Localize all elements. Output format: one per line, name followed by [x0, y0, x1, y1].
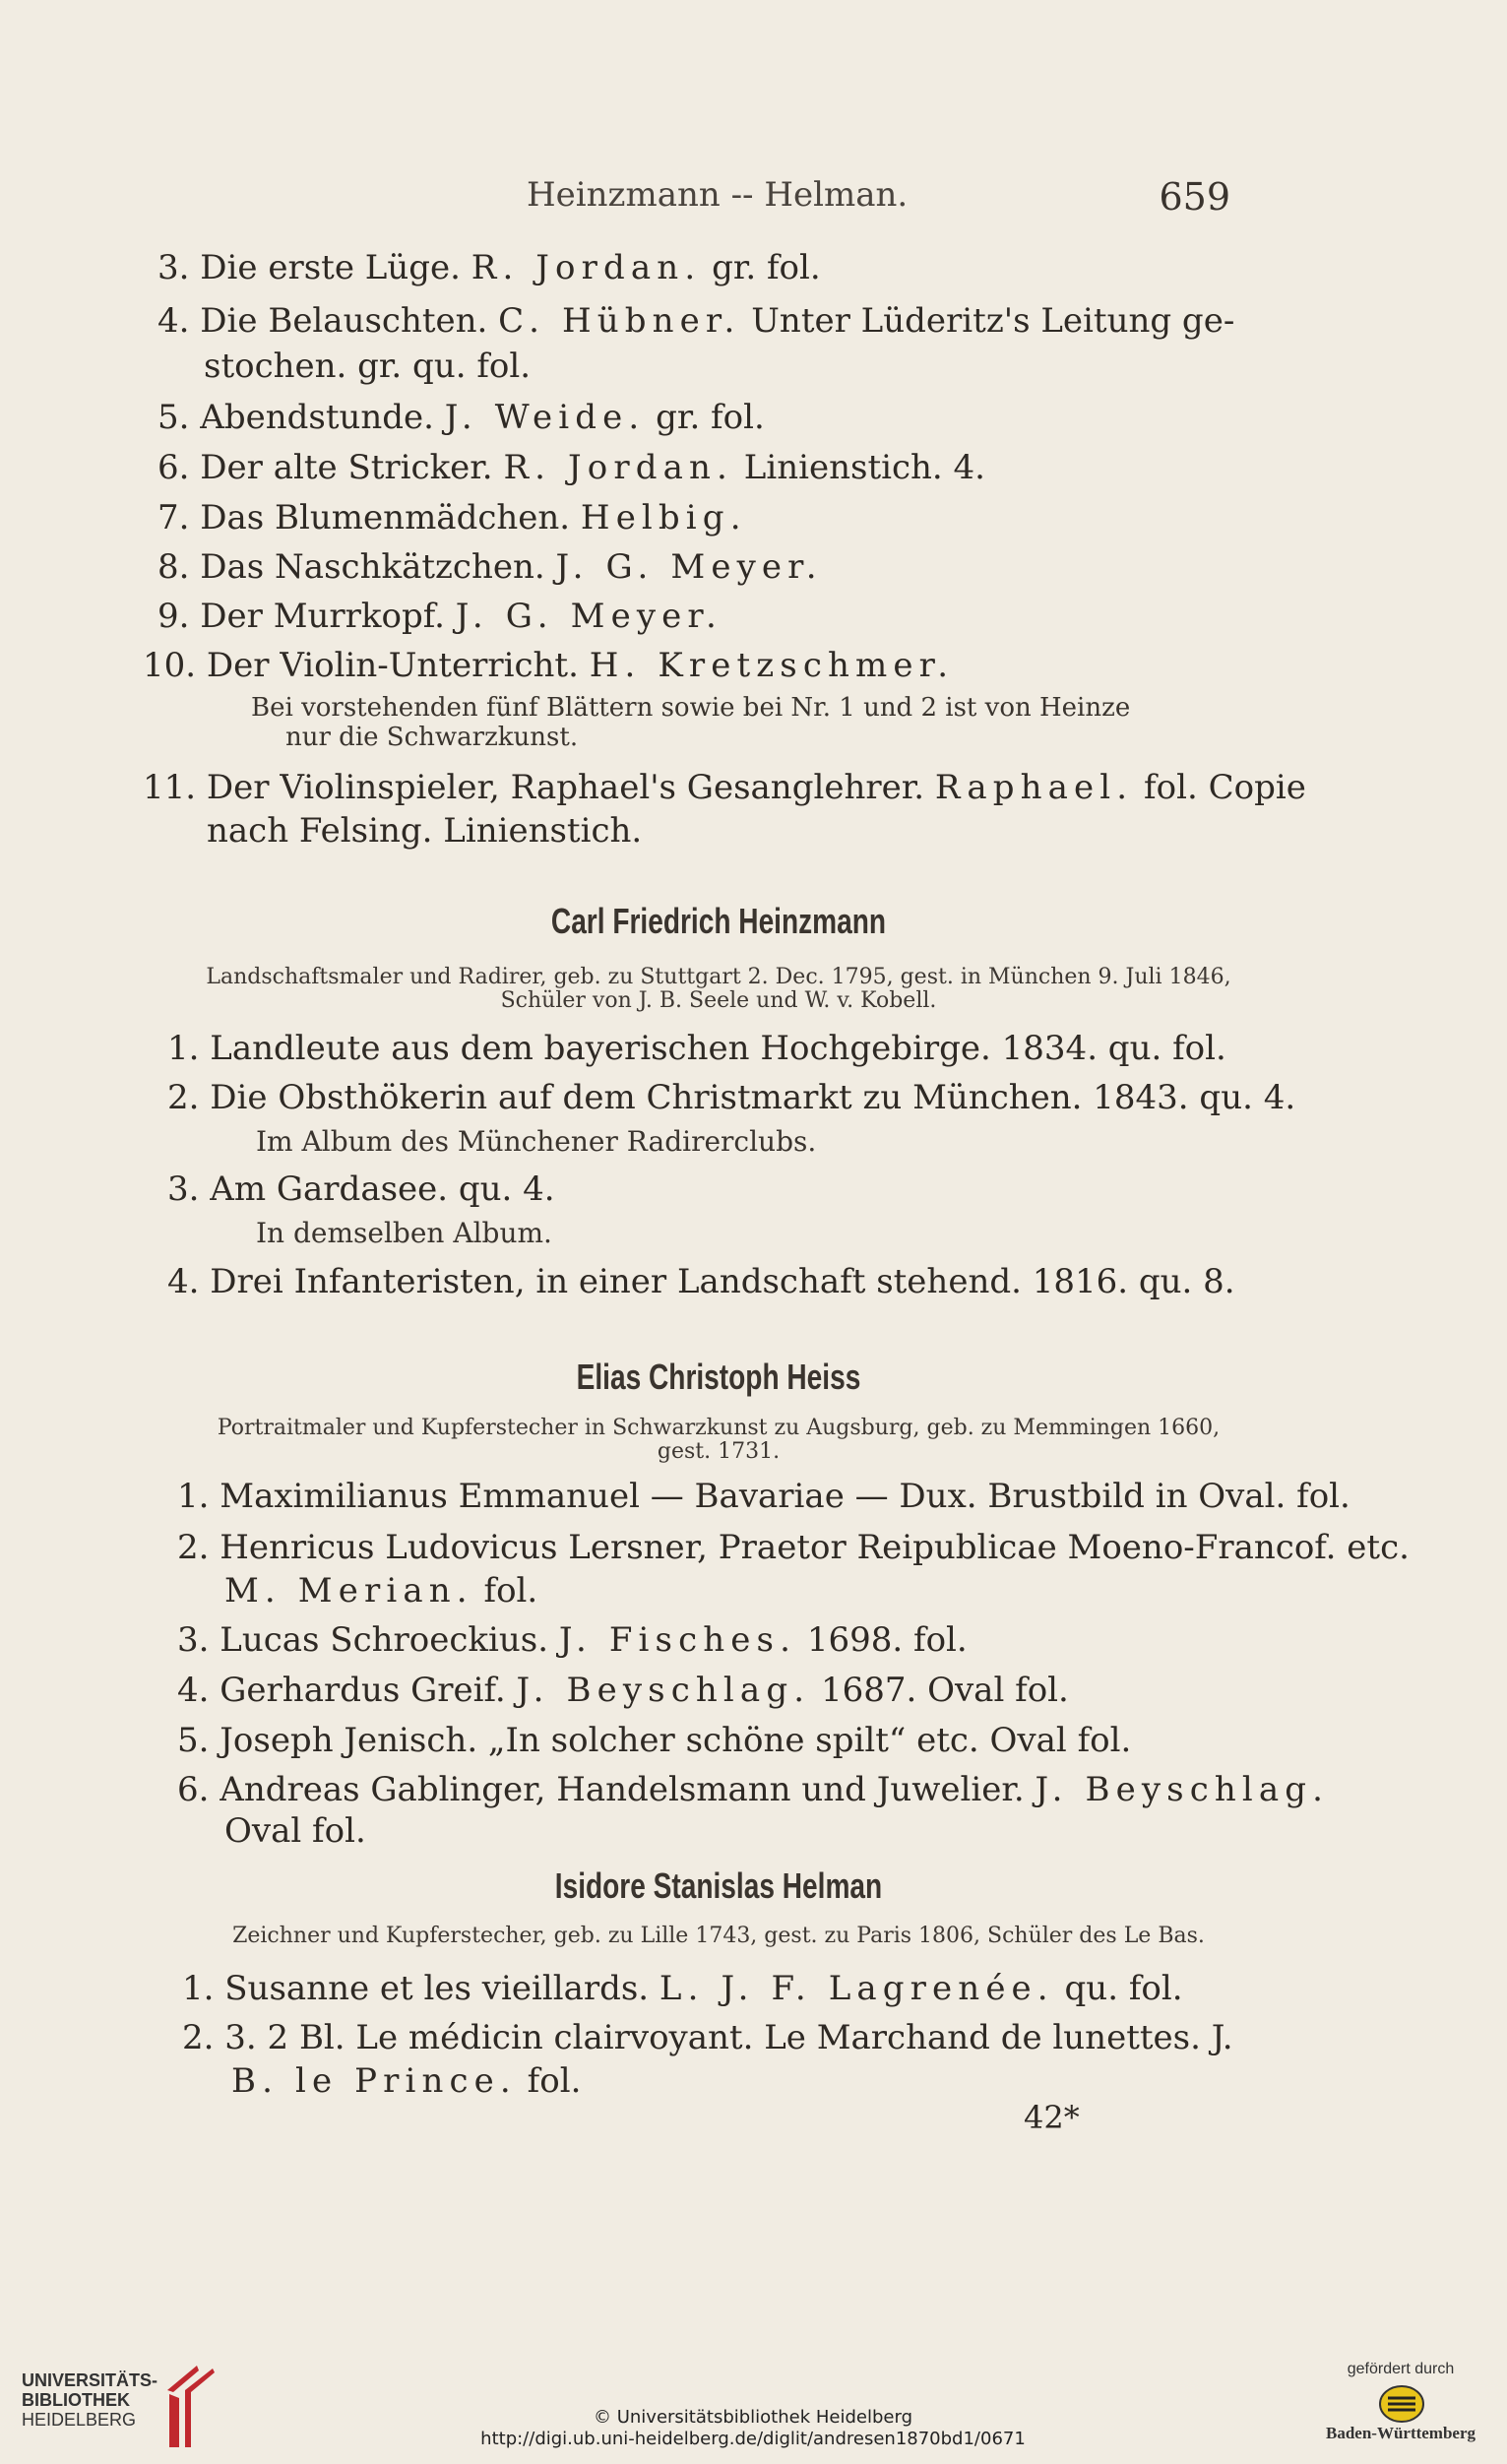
list-item: 3. Die erste Lüge. R. Jordan. gr. fol.	[157, 248, 821, 287]
artist-heading: Carl Friedrich Heinzmann	[550, 901, 887, 941]
list-item: 9. Der Murrkopf. J. G. Meyer.	[157, 597, 722, 636]
footer-center	[443, 2407, 1063, 2450]
note: In demselben Album.	[256, 1217, 552, 1249]
signature-mark: 42*	[1024, 2099, 1080, 2136]
library-logo: UNIVERSITÄTS- BIBLIOTHEK HEIDELBERG	[22, 2370, 219, 2449]
list-item: 5. Abendstunde. J. Weide. gr. fol.	[157, 398, 765, 437]
list-item: 11. Der Violinspieler, Raphael's Gesanglehrer. Raphael. fol. Copie	[143, 768, 1306, 807]
list-item: 4. Drei Infanteristen, in einer Landschaft stehend. 1816. qu. 8.	[167, 1262, 1235, 1301]
list-item: 6. Der alte Stricker. R. Jordan. Linienstich. 4.	[157, 448, 985, 487]
list-item: 8. Das Naschkätzchen. J. G. Meyer.	[157, 547, 823, 587]
list-item: 6. Andreas Gablinger, Handelsmann und Juwelier. J. Beyschlag.	[177, 1770, 1330, 1809]
coat-of-arms-icon	[1378, 2384, 1425, 2424]
list-item: 10. Der Violin-Unterricht. H. Kretzschmer.	[143, 646, 955, 685]
artist-bio: Zeichner und Kupferstecher, geb. zu Lille 1743, gest. zu Paris 1806, Schüler des Le Bas.	[232, 1924, 1205, 1948]
list-item: 4. Gerhardus Greif. J. Beyschlag. 1687. Oval fol.	[177, 1671, 1069, 1710]
copyright-text: © Universitätsbibliothek Heidelberg	[593, 2407, 912, 2428]
library-emblem-icon	[157, 2361, 226, 2449]
list-item-continuation: nach Felsing. Linienstich.	[207, 811, 643, 851]
artist-bio: Schüler von J. B. Seele und W. v. Kobell.	[500, 988, 937, 1013]
list-item-continuation: B. le Prince. fol.	[231, 2061, 582, 2101]
running-header	[157, 175, 1240, 234]
list-item-continuation: Oval fol.	[224, 1811, 366, 1851]
sponsor-logo: gefördert durch Baden-Württemberg	[1325, 2361, 1476, 2442]
list-item-continuation: stochen. gr. qu. fol.	[204, 347, 532, 386]
artist-bio: Portraitmaler und Kupferstecher in Schwarzkunst zu Augsburg, geb. zu Memmingen 1660,	[217, 1416, 1221, 1440]
note: nur die Schwarzkunst.	[285, 723, 579, 752]
list-item: 7. Das Blumenmädchen. Helbig.	[157, 498, 747, 537]
list-item: 3. Am Gardasee. qu. 4.	[167, 1169, 555, 1209]
list-item: 1. Susanne et les vieillards. L. J. F. Lagrenée. qu. fol.	[182, 1969, 1183, 2008]
note: Im Album des Münchener Radirerclubs.	[256, 1125, 817, 1158]
source-url[interactable]: http://digi.ub.uni-heidelberg.de/diglit/andresen1870bd1/0671	[480, 2429, 1026, 2449]
list-item: 2. Henricus Ludovicus Lersner, Praetor Reipublicae Moeno-Francof. etc.	[177, 1528, 1410, 1567]
running-title: Heinzmann -- Helman.	[527, 175, 909, 215]
artist-heading: Elias Christoph Heiss	[576, 1357, 861, 1397]
list-item: 1. Landleute aus dem bayerischen Hochgebirge. 1834. qu. fol.	[167, 1029, 1226, 1068]
list-item: 1. Maximilianus Emmanuel — Bavariae — Dux. Brustbild in Oval. fol.	[177, 1477, 1350, 1516]
list-item: 5. Joseph Jenisch. „In solcher schöne spilt“ etc. Oval fol.	[177, 1721, 1132, 1760]
note: Bei vorstehenden fünf Blättern sowie bei Nr. 1 und 2 ist von Heinze	[251, 693, 1131, 723]
list-item-continuation: M. Merian. fol.	[224, 1571, 538, 1611]
artist-bio: gest. 1731.	[657, 1439, 781, 1464]
list-item: 4. Die Belauschten. C. Hübner. Unter Lüderitz's Leitung ge-	[157, 301, 1235, 341]
list-item: 3. Lucas Schroeckius. J. Fisches. 1698. fol.	[177, 1620, 968, 1660]
artist-bio: Landschaftsmaler und Radirer, geb. zu Stuttgart 2. Dec. 1795, gest. in München 9. Juli 1846,	[206, 965, 1231, 989]
artist-heading: Isidore Stanislas Helman	[554, 1865, 883, 1906]
list-item: 2. 3. 2 Bl. Le médicin clairvoyant. Le Marchand de lunettes. J.	[182, 2018, 1233, 2057]
page-number: 659	[1159, 175, 1230, 219]
list-item: 2. Die Obsthökerin auf dem Christmarkt zu München. 1843. qu. 4.	[167, 1078, 1296, 1117]
